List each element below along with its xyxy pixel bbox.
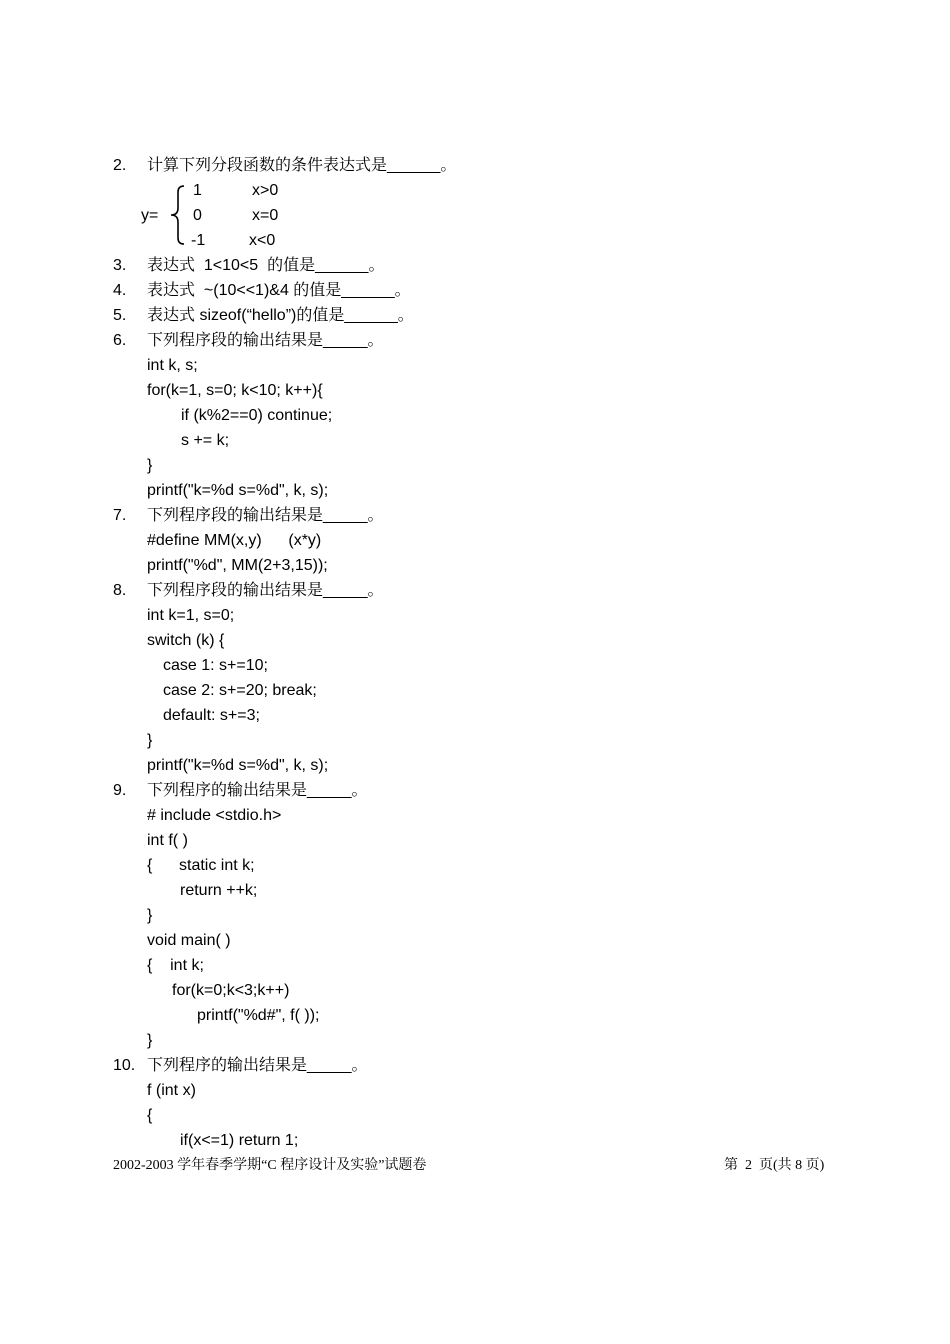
question-text: 下列程序段的输出结果是_____。 [147,332,384,349]
piecewise-value: 1 [193,182,202,199]
question-number: 10. [113,1057,136,1074]
code-line: int f( ) [147,832,188,849]
question-text: 下列程序段的输出结果是_____。 [147,507,384,524]
question-number: 6. [113,332,127,349]
question-text: 计算下列分段函数的条件表达式是______。 [147,157,457,174]
question-text: 下列程序段的输出结果是_____。 [147,582,384,599]
code-line: s += k; [181,432,230,449]
question-text: 表达式 sizeof(“hello”)的值是______。 [147,307,414,324]
code-line: switch (k) { [147,632,225,649]
question-number: 4. [113,282,127,299]
footer-page-number: 第 2 页(共 8 页) [724,1158,825,1173]
question-number: 8. [113,582,127,599]
code-line: #define MM(x,y) (x*y) [147,532,322,549]
question-number: 2. [113,157,127,174]
question-number: 9. [113,782,127,799]
piecewise-condition: x>0 [252,182,279,199]
footer-title: 2002-2003 学年春季学期“C 程序设计及实验”试题卷 [113,1158,427,1173]
code-line: case 2: s+=20; break; [163,682,317,699]
code-line: printf("%d", MM(2+3,15)); [147,557,328,574]
question-text: 下列程序的输出结果是_____。 [147,1057,368,1074]
question-text: 表达式 ~(10<<1)&4 的值是______。 [147,282,411,299]
code-line: } [147,1032,153,1049]
code-line: for(k=0;k<3;k++) [172,982,290,999]
code-line: # include <stdio.h> [147,807,282,824]
code-line: return ++k; [180,882,258,899]
piecewise-condition: x<0 [249,232,276,249]
code-line: printf("k=%d s=%d", k, s); [147,482,329,499]
code-line: f (int x) [147,1082,196,1099]
code-line: for(k=1, s=0; k<10; k++){ [147,382,323,399]
code-line: int k=1, s=0; [147,607,235,624]
question-text: 下列程序的输出结果是_____。 [147,782,368,799]
question-text: 表达式 1<10<5 的值是______。 [147,257,385,274]
code-line: int k, s; [147,357,198,374]
code-line: { [147,1107,153,1124]
code-line: { static int k; [147,857,255,874]
code-line: printf("%d#", f( )); [197,1007,320,1024]
code-line: } [147,732,153,749]
piecewise-value: -1 [191,232,206,249]
piecewise-condition: x=0 [252,207,279,224]
piecewise-y-label: y= [141,207,159,224]
question-number: 3. [113,257,127,274]
code-line: default: s+=3; [163,707,260,724]
question-number: 5. [113,307,127,324]
question-number: 7. [113,507,127,524]
code-line: if(x<=1) return 1; [180,1132,299,1149]
code-line: } [147,907,153,924]
code-line: } [147,457,153,474]
code-line: if (k%2==0) continue; [181,407,333,424]
code-line: { int k; [147,957,204,974]
code-line: printf("k=%d s=%d", k, s); [147,757,329,774]
piecewise-value: 0 [193,207,202,224]
code-line: case 1: s+=10; [163,657,268,674]
code-line: void main( ) [147,932,231,949]
left-brace-icon [168,184,188,246]
